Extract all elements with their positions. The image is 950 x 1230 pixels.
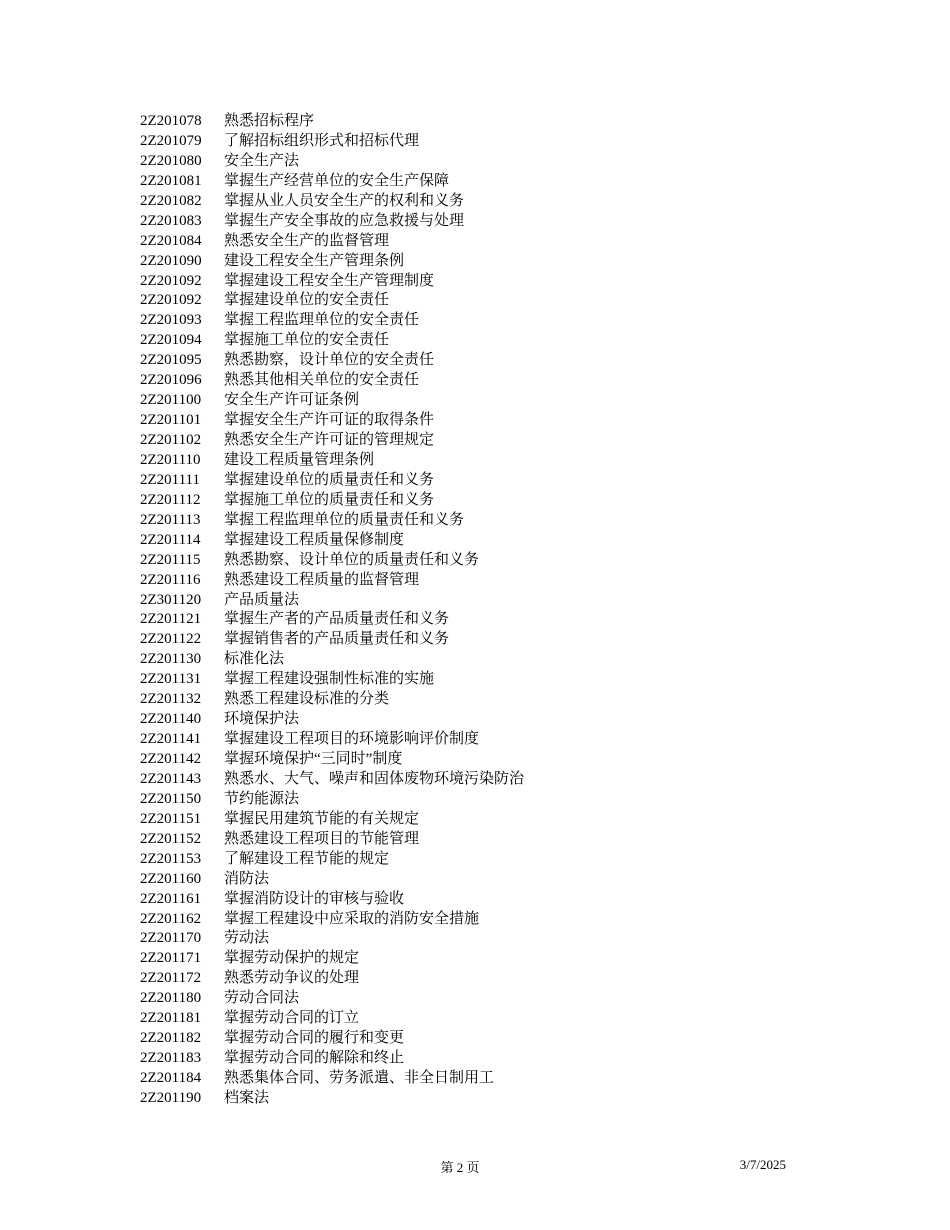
list-item — [140, 491, 840, 511]
entry-code: 2Z201096 — [140, 372, 202, 389]
entry-code: 2Z201140 — [140, 711, 202, 728]
entry-code: 2Z201172 — [140, 970, 202, 987]
entry-code: 2Z201184 — [140, 1070, 202, 1086]
entry-code: 2Z201111 — [140, 471, 200, 488]
list-item — [140, 870, 840, 890]
entry-title: 熟悉安全生产许可证的管理规定 — [224, 432, 435, 448]
list-item — [140, 571, 840, 591]
entry-code: 2Z201132 — [140, 691, 202, 708]
entry-code: 2Z201113 — [140, 511, 201, 528]
list-item — [140, 650, 840, 670]
entry-code: 2Z201160 — [140, 870, 202, 887]
entry-code: 2Z201078 — [140, 113, 202, 129]
list-item — [140, 391, 840, 411]
list-item — [140, 431, 840, 451]
list-item — [140, 1009, 840, 1029]
entry-title: 消防法 — [224, 870, 270, 887]
entry-code: 2Z201114 — [140, 531, 201, 548]
entry-title: 掌握施工单位的质量责任和义务 — [224, 491, 435, 508]
list-item — [140, 331, 840, 351]
list-item — [140, 969, 840, 989]
entry-code: 2Z201150 — [140, 790, 202, 807]
list-item — [140, 152, 840, 172]
entry-code: 2Z201083 — [140, 212, 202, 229]
list-item — [140, 252, 840, 272]
entry-title: 标准化法 — [224, 651, 285, 668]
list-item — [140, 670, 840, 690]
list-item — [140, 630, 840, 650]
list-item — [140, 351, 840, 371]
list-item — [140, 690, 840, 710]
entry-code: 2Z201161 — [140, 890, 202, 907]
entry-title: 熟悉勘察、设计单位的质量责任和义务 — [224, 551, 480, 568]
entry-title: 熟悉集体合同、劳务派遣、非全日制用工 — [224, 1070, 495, 1086]
entry-code: 2Z201141 — [140, 731, 202, 748]
entry-code: 2Z201143 — [140, 770, 202, 787]
list-item — [140, 1069, 840, 1089]
entry-title: 熟悉建设工程项目的节能管理 — [224, 830, 420, 847]
entry-code: 2Z201102 — [140, 432, 202, 448]
list-item — [140, 610, 840, 630]
entry-title: 了解招标组织形式和招标代理 — [224, 132, 420, 149]
entry-title: 劳动法 — [224, 930, 270, 947]
list-item — [140, 531, 840, 551]
entry-code: 2Z201082 — [140, 192, 202, 209]
list-item — [140, 949, 840, 969]
list-item — [140, 750, 840, 770]
entry-code: 2Z201112 — [140, 491, 201, 508]
entry-code: 2Z201153 — [140, 850, 202, 867]
footer-date: 3/7/2025 — [739, 1157, 786, 1172]
entry-title: 掌握工程监理单位的质量责任和义务 — [224, 511, 465, 528]
list-item — [140, 790, 840, 810]
entry-title: 熟悉勘察，设计单位的安全责任 — [224, 352, 435, 369]
entry-title: 掌握劳动保护的规定 — [224, 950, 360, 967]
list-item — [140, 810, 840, 830]
list-item — [140, 730, 840, 750]
entry-code: 2Z201080 — [140, 152, 202, 169]
entry-title: 掌握消防设计的审核与验收 — [224, 890, 405, 907]
entry-title: 环境保护法 — [224, 711, 300, 728]
entry-title: 掌握销售者的产品质量责任和义务 — [224, 631, 450, 648]
list-item — [140, 850, 840, 870]
list-item — [140, 212, 840, 232]
entry-title: 安全生产许可证条例 — [224, 392, 360, 409]
entry-title: 熟悉劳动争议的处理 — [224, 970, 360, 987]
entry-title: 掌握劳动合同的履行和变更 — [224, 1030, 405, 1047]
list-item — [140, 830, 840, 850]
entry-code: 2Z201180 — [140, 990, 202, 1007]
entry-title: 掌握民用建筑节能的有关规定 — [224, 810, 420, 827]
entry-code: 2Z201116 — [140, 571, 201, 588]
entry-title: 熟悉工程建设标准的分类 — [224, 691, 390, 708]
entry-title: 掌握建设工程质量保修制度 — [224, 531, 405, 548]
list-item — [140, 511, 840, 531]
entry-code: 2Z201162 — [140, 910, 202, 927]
entry-code: 2Z201131 — [140, 671, 202, 688]
entry-title: 掌握工程建设强制性标准的实施 — [224, 671, 435, 688]
entry-title: 建设工程质量管理条例 — [224, 451, 375, 468]
entry-code: 2Z201081 — [140, 172, 202, 189]
entry-title: 掌握生产者的产品质量责任和义务 — [224, 611, 450, 628]
entry-title: 熟悉其他相关单位的安全责任 — [224, 372, 420, 389]
entry-title: 掌握生产安全事故的应急救援与处理 — [224, 212, 465, 229]
entry-title: 掌握工程监理单位的安全责任 — [224, 312, 420, 329]
list-item — [140, 929, 840, 949]
list-item — [140, 371, 840, 391]
entry-code: 2Z201142 — [140, 751, 202, 767]
list-item — [140, 192, 840, 212]
entry-code: 2Z201094 — [140, 332, 202, 349]
entry-code: 2Z201101 — [140, 412, 202, 429]
entry-code: 2Z201152 — [140, 830, 202, 847]
entry-title: 安全生产法 — [224, 152, 300, 169]
entry-title: 掌握劳动合同的订立 — [224, 1010, 360, 1027]
entry-code: 2Z201170 — [140, 930, 202, 947]
entry-code: 2Z201151 — [140, 810, 202, 827]
list-item — [140, 232, 840, 252]
list-item — [140, 1089, 840, 1109]
entry-code: 2Z201130 — [140, 651, 202, 668]
entry-code: 2Z201190 — [140, 1089, 202, 1106]
list-item — [140, 710, 840, 730]
entry-title: 掌握从业人员安全生产的权利和义务 — [224, 192, 465, 209]
entry-code: 2Z201171 — [140, 950, 202, 967]
entry-title: 掌握建设工程安全生产管理制度 — [224, 272, 435, 289]
list-item — [140, 411, 840, 431]
entry-title: 熟悉建设工程质量的监督管理 — [224, 571, 420, 588]
entry-code: 2Z201079 — [140, 132, 202, 149]
page-number: 第 2 页 — [440, 1160, 480, 1175]
list-item — [140, 172, 840, 192]
entry-code: 2Z201121 — [140, 611, 202, 628]
list-item — [140, 989, 840, 1009]
entry-code: 2Z201084 — [140, 232, 202, 249]
entry-code: 2Z201090 — [140, 252, 202, 269]
entry-title: 档案法 — [224, 1089, 270, 1106]
entry-list — [140, 112, 840, 1109]
entry-title: 产品质量法 — [224, 591, 300, 608]
entry-code: 2Z201122 — [140, 631, 202, 648]
entry-title: 掌握建设单位的安全责任 — [224, 292, 390, 309]
list-item — [140, 272, 840, 292]
list-item — [140, 910, 840, 930]
entry-title: 建设工程安全生产管理条例 — [224, 252, 405, 269]
entry-title: 熟悉水、大气、噪声和固体废物环境污染防治 — [224, 770, 525, 787]
entry-title: 掌握环境保护“三同时”制度 — [224, 751, 403, 767]
entry-title: 节约能源法 — [224, 790, 300, 807]
entry-code: 2Z201183 — [140, 1050, 202, 1067]
entry-code: 2Z201092 — [140, 292, 202, 309]
list-item — [140, 770, 840, 790]
list-item — [140, 1029, 840, 1049]
list-item — [140, 1049, 840, 1069]
entry-title: 掌握生产经营单位的安全生产保障 — [224, 172, 450, 189]
entry-code: 2Z301120 — [140, 591, 202, 608]
list-item — [140, 471, 840, 491]
list-item — [140, 132, 840, 152]
entry-title: 掌握安全生产许可证的取得条件 — [224, 412, 435, 429]
entry-code: 2Z201181 — [140, 1010, 202, 1027]
list-item — [140, 591, 840, 611]
entry-title: 掌握建设单位的质量责任和义务 — [224, 471, 435, 488]
entry-code: 2Z201100 — [140, 392, 202, 409]
entry-title: 掌握工程建设中应采取的消防安全措施 — [224, 910, 480, 927]
list-item — [140, 291, 840, 311]
entry-code: 2Z201093 — [140, 312, 202, 329]
entry-title: 掌握施工单位的安全责任 — [224, 332, 390, 349]
entry-code: 2Z201182 — [140, 1030, 202, 1047]
entry-title: 掌握劳动合同的解除和终止 — [224, 1050, 405, 1067]
entry-title: 了解建设工程节能的规定 — [224, 850, 390, 867]
entry-title: 劳动合同法 — [224, 990, 300, 1007]
entry-code: 2Z201092 — [140, 272, 202, 289]
list-item — [140, 890, 840, 910]
entry-title: 熟悉招标程序 — [224, 113, 315, 129]
list-item — [140, 112, 840, 132]
list-item — [140, 451, 840, 471]
entry-title: 熟悉安全生产的监督管理 — [224, 232, 390, 249]
list-item — [140, 311, 840, 331]
list-item — [140, 551, 840, 571]
entry-title: 掌握建设工程项目的环境影响评价制度 — [224, 731, 480, 748]
entry-code: 2Z201110 — [140, 451, 201, 468]
entry-code: 2Z201095 — [140, 352, 202, 369]
entry-code: 2Z201115 — [140, 551, 201, 568]
